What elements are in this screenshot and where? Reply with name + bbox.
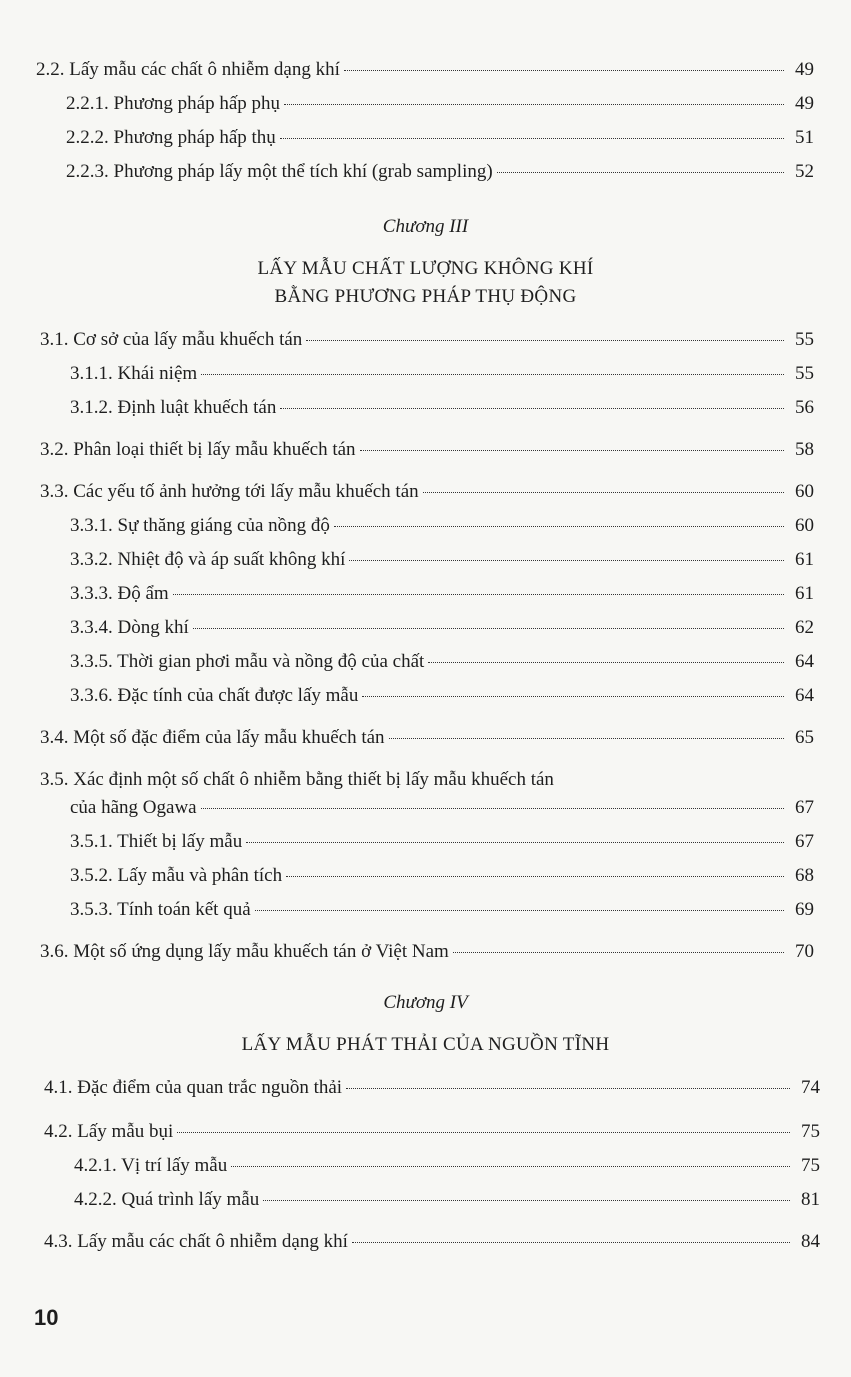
leader-dots xyxy=(306,340,784,341)
toc-entry-label: 2.2.3. Phương pháp lấy một thể tích khí (grab sampling) xyxy=(66,161,493,182)
toc-entry xyxy=(70,830,814,854)
toc-entry-label: 3.6. Một số ứng dụng lấy mẫu khuếch tán ở Việt Nam xyxy=(40,941,449,962)
toc-entry xyxy=(70,548,814,572)
toc-entry xyxy=(40,480,814,504)
toc-entry-label: 3.3.5. Thời gian phơi mẫu và nồng độ của chất xyxy=(70,651,425,672)
toc-entry-label: 3.3. Các yếu tố ảnh hưởng tới lấy mẫu khuếch tán xyxy=(40,481,419,502)
toc-entry-label: 4.3. Lấy mẫu các chất ô nhiễm dạng khí xyxy=(44,1231,348,1252)
leader-dots xyxy=(284,104,784,105)
leader-dots xyxy=(201,808,784,809)
toc-entry-page: 81 xyxy=(801,1189,820,1210)
toc-entry xyxy=(40,438,814,462)
leader-dots xyxy=(255,910,784,911)
toc-entry-page: 49 xyxy=(795,93,814,114)
page-number: 10 xyxy=(34,1305,59,1330)
toc-entry-label: 3.3.1. Sự thăng giáng của nồng độ xyxy=(70,515,330,536)
toc-entry-page: 68 xyxy=(795,865,814,886)
toc-entry-page: 49 xyxy=(795,59,814,80)
leader-dots xyxy=(349,560,784,561)
leader-dots xyxy=(362,696,784,697)
leader-dots xyxy=(201,374,784,375)
toc-entry-page: 55 xyxy=(795,329,814,350)
toc-entry-page: 74 xyxy=(801,1077,820,1098)
toc-entry-page: 75 xyxy=(801,1155,820,1176)
leader-dots xyxy=(334,526,784,527)
toc-entry-page: 51 xyxy=(795,127,814,148)
chapter-title-line-1: LẤY MẪU CHẤT LƯỢNG KHÔNG KHÍ xyxy=(257,258,594,279)
chapter-title-line-2: BẰNG PHƯƠNG PHÁP THỤ ĐỘNG xyxy=(274,286,577,307)
toc-entry-label: 3.3.3. Độ ẩm xyxy=(70,583,169,604)
toc-entry-page: 61 xyxy=(795,549,814,570)
toc-entry xyxy=(70,616,814,640)
toc-entry-label: 4.1. Đặc điểm của quan trắc nguồn thải xyxy=(44,1077,343,1098)
toc-entry xyxy=(74,1154,820,1178)
toc-entry-label: 3.5.2. Lấy mẫu và phân tích xyxy=(70,865,283,886)
leader-dots xyxy=(389,738,784,739)
toc-entry-label: 3.1.2. Định luật khuếch tán xyxy=(70,397,277,418)
toc-entry xyxy=(70,514,814,538)
toc-entry-label: của hãng Ogawa xyxy=(70,797,197,818)
toc-entry xyxy=(40,328,814,352)
toc-entry-page: 58 xyxy=(795,439,814,460)
toc-entry xyxy=(70,796,814,820)
toc-entry-page: 67 xyxy=(795,831,814,852)
toc-entry xyxy=(70,864,814,888)
toc-entry xyxy=(70,898,814,922)
toc-entry-label: 3.4. Một số đặc điểm của lấy mẫu khuếch tán xyxy=(40,727,385,748)
chapter-title: LẤY MẪU PHÁT THẢI CỦA NGUỒN TĨNH xyxy=(241,1034,610,1055)
toc-entry-label: 3.3.2. Nhiệt độ và áp suất không khí xyxy=(70,549,346,570)
leader-dots xyxy=(497,172,784,173)
leader-dots xyxy=(352,1242,790,1243)
leader-dots xyxy=(453,952,784,953)
toc-entry-label: 2.2.2. Phương pháp hấp thụ xyxy=(66,127,276,148)
leader-dots xyxy=(346,1088,790,1089)
leader-dots xyxy=(263,1200,790,1201)
toc-entry-page: 56 xyxy=(795,397,814,418)
toc-entry-page: 75 xyxy=(801,1121,820,1142)
toc-entry xyxy=(40,726,814,750)
leader-dots xyxy=(246,842,784,843)
leader-dots xyxy=(280,408,784,409)
toc-entry-label: 4.2.1. Vị trí lấy mẫu xyxy=(74,1155,228,1176)
chapter-heading: Chương IV xyxy=(383,992,468,1013)
toc-entry-page: 61 xyxy=(795,583,814,604)
toc-entry-page: 60 xyxy=(795,481,814,502)
toc-entry xyxy=(66,160,814,184)
toc-entry-page: 64 xyxy=(795,651,814,672)
toc-entry-label: 3.5.3. Tính toán kết quả xyxy=(70,899,251,920)
toc-entry-page: 64 xyxy=(795,685,814,706)
toc-entry xyxy=(44,1230,820,1254)
toc-entry-label: 3.1. Cơ sở của lấy mẫu khuếch tán xyxy=(40,329,303,350)
toc-entry xyxy=(70,396,814,420)
toc-entry-page: 67 xyxy=(795,797,814,818)
leader-dots xyxy=(193,628,784,629)
leader-dots xyxy=(360,450,784,451)
toc-entry-label: 4.2.2. Quá trình lấy mẫu xyxy=(74,1189,260,1210)
toc-entry-page: 60 xyxy=(795,515,814,536)
leader-dots xyxy=(231,1166,790,1167)
toc-entry-label: 2.2.1. Phương pháp hấp phụ xyxy=(66,93,281,114)
toc-entry xyxy=(44,1076,820,1100)
leader-dots xyxy=(344,70,784,71)
toc-entry xyxy=(66,92,814,116)
toc-entry-label: 4.2. Lấy mẫu bụi xyxy=(44,1121,174,1142)
toc-entry-page: 52 xyxy=(795,161,814,182)
toc-entry-page: 69 xyxy=(795,899,814,920)
leader-dots xyxy=(280,138,784,139)
toc-entry-label: 2.2. Lấy mẫu các chất ô nhiễm dạng khí xyxy=(36,59,340,80)
toc-entry-page: 62 xyxy=(795,617,814,638)
toc-entry-label: 3.1.1. Khái niệm xyxy=(70,363,198,384)
chapter-heading: Chương III xyxy=(382,216,469,237)
toc-entry xyxy=(66,126,814,150)
leader-dots xyxy=(428,662,784,663)
toc-entry-label: 3.3.6. Đặc tính của chất được lấy mẫu xyxy=(70,685,359,706)
leader-dots xyxy=(423,492,784,493)
toc-entry xyxy=(70,650,814,674)
toc-entry xyxy=(70,362,814,386)
leader-dots xyxy=(177,1132,790,1133)
toc-entry-label: 3.5.1. Thiết bị lấy mẫu xyxy=(70,831,243,852)
toc-entry-label: 3.2. Phân loại thiết bị lấy mẫu khuếch tán xyxy=(40,439,356,460)
toc-entry-page: 55 xyxy=(795,363,814,384)
leader-dots xyxy=(173,594,784,595)
toc-entry xyxy=(36,58,814,82)
toc-entry xyxy=(70,684,814,708)
toc-entry-page: 65 xyxy=(795,727,814,748)
toc-entry-page: 84 xyxy=(801,1231,820,1252)
toc-entry xyxy=(70,582,814,606)
toc-entry xyxy=(74,1188,820,1212)
leader-dots xyxy=(286,876,784,877)
toc-entry xyxy=(44,1120,820,1144)
toc-entry-page: 70 xyxy=(795,941,814,962)
toc-entry-label-line-1: 3.5. Xác định một số chất ô nhiễm bằng thiết bị lấy mẫu khuếch tán xyxy=(40,769,554,790)
toc-entry-label: 3.3.4. Dòng khí xyxy=(70,617,189,638)
toc-entry xyxy=(40,940,814,964)
